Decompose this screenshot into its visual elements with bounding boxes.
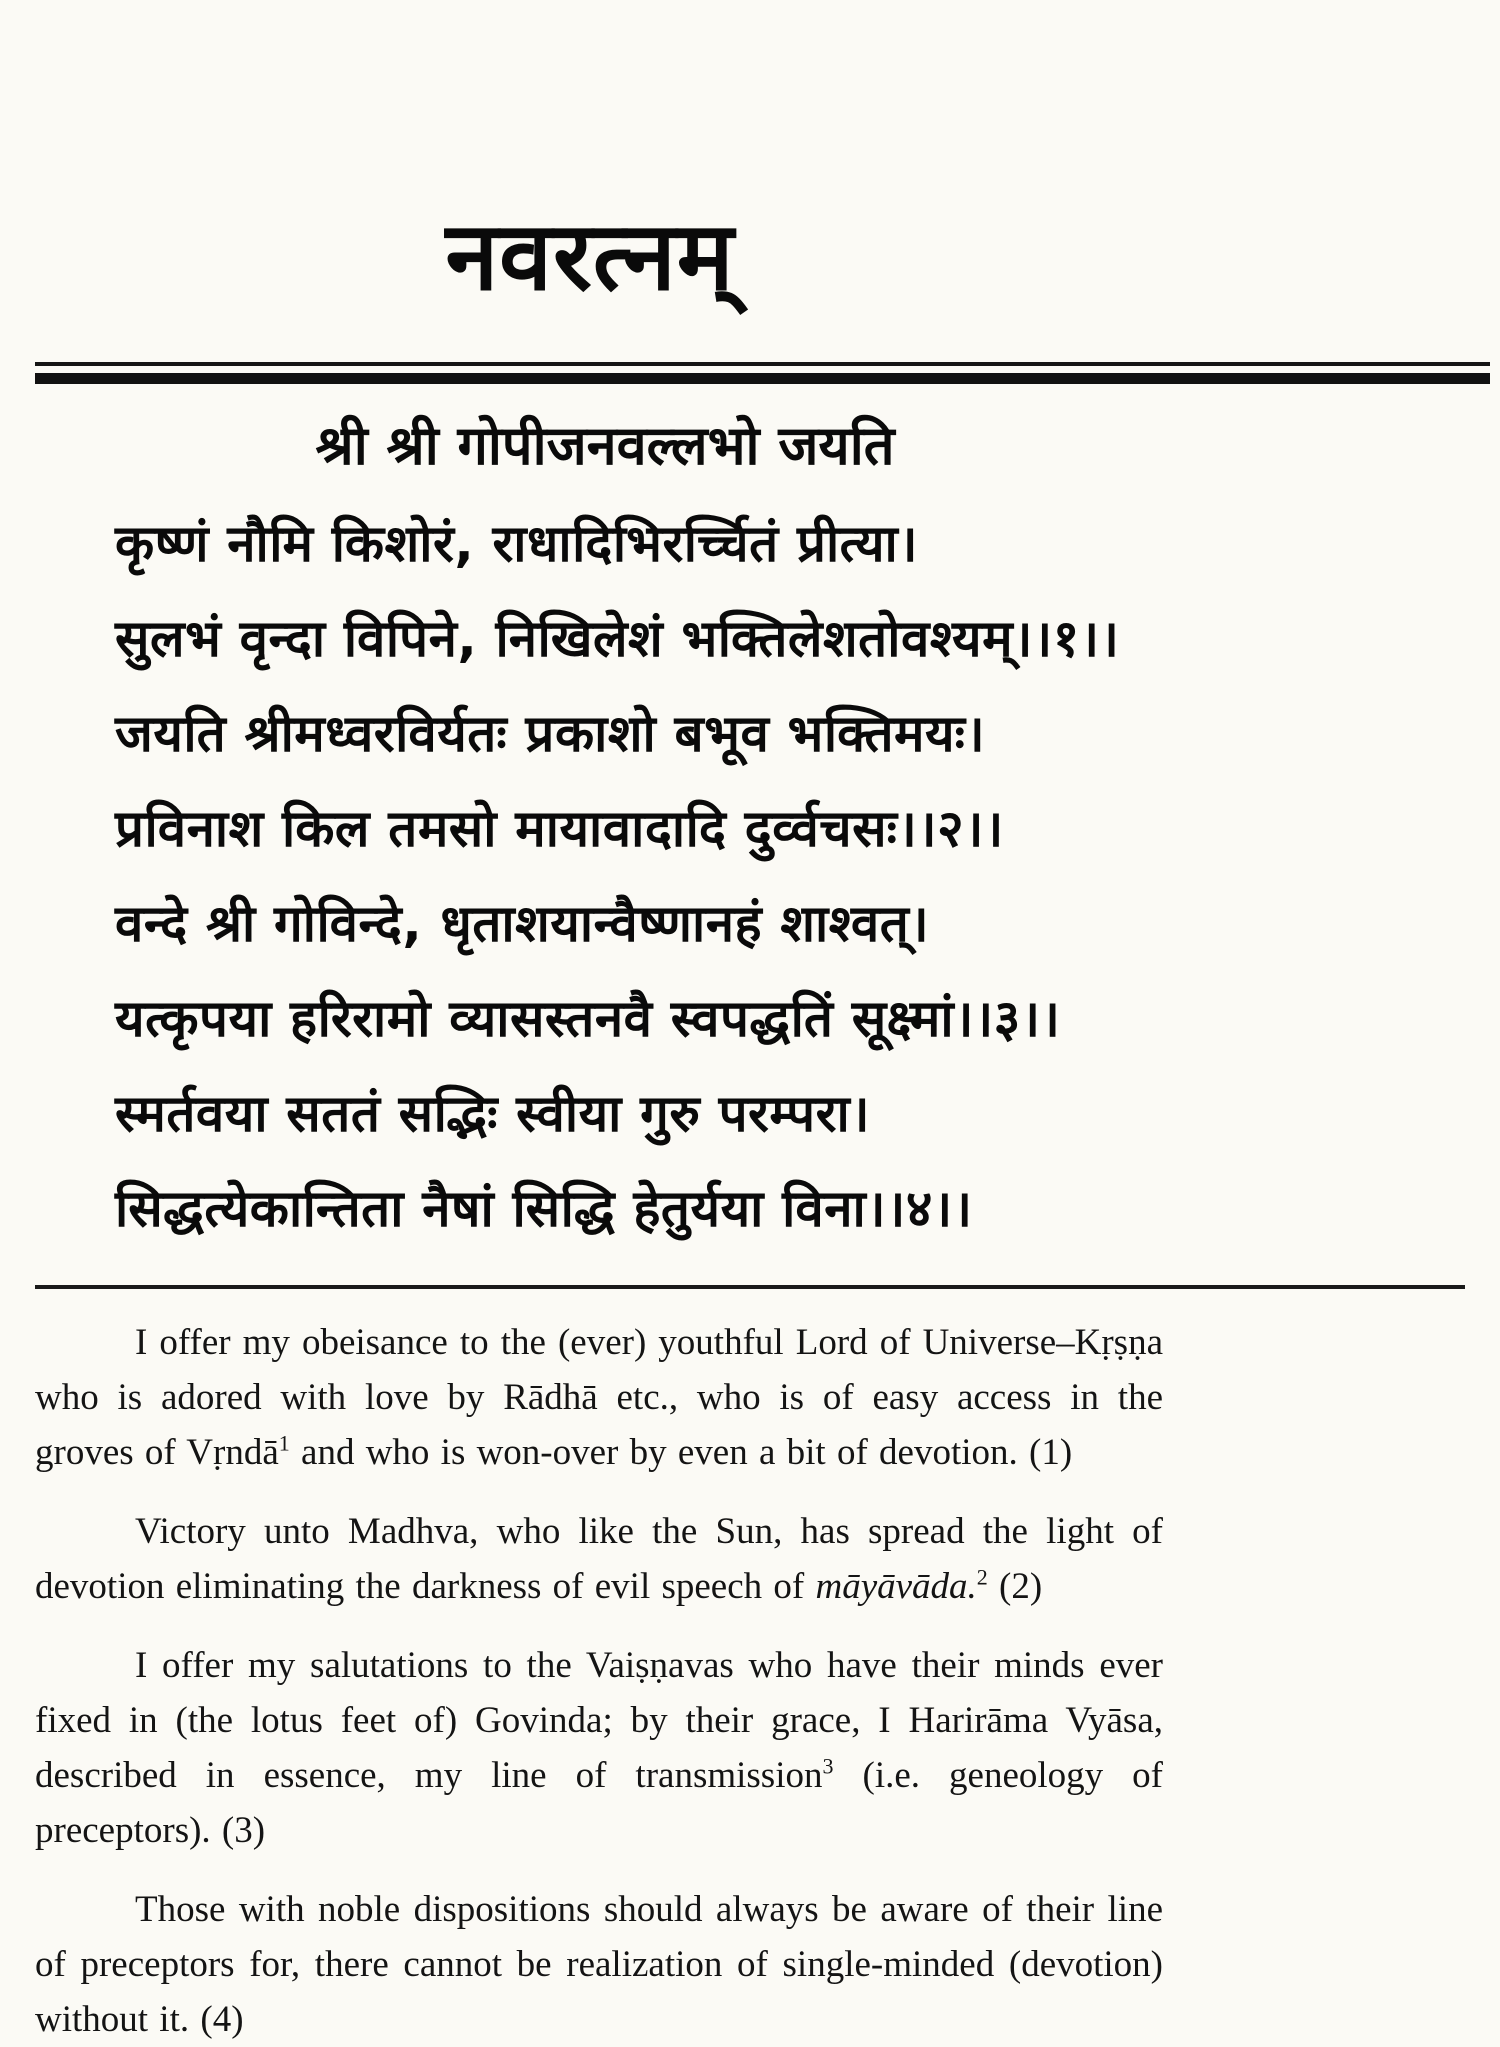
translation-1-text: I offer my obeisance to the (ever) youthful Lord of Universe–Kṛṣṇa who is adored with love by Rādhā etc., who is of easy access in the groves of Vṛndā	[35, 1322, 1163, 1473]
footnote-marker-1: 1	[278, 1430, 290, 1456]
verse-line-2: सुलभं वृन्दा विपिने, निखिलेशं भक्तिलेशतोवश्यम्।।१।।	[115, 610, 1120, 669]
section-separator-rule	[35, 1285, 1465, 1289]
translation-2-text-cont: (2)	[987, 1566, 1043, 1607]
translation-1-text-cont: and who is won-over by even a bit of devotion. (1)	[289, 1432, 1073, 1473]
translation-paragraph-3	[35, 1638, 1163, 1858]
page-title: नवरत्नम्	[445, 202, 735, 312]
separator-thick-line	[35, 373, 1490, 384]
translation-paragraph-4	[35, 1882, 1163, 2047]
footnote-marker-2: 2	[976, 1564, 988, 1590]
translation-3-text: I offer my salutations to the Vaiṣṇavas who have their minds ever fixed in (the lotus feet of) Govinda; by their grace, I Harirāma Vyāsa, described in essence, my line of transmission	[35, 1645, 1163, 1796]
translation-2-italic-term: māyāvāda.	[815, 1566, 977, 1607]
verse-line-5: वन्दे श्री गोविन्दे, धृताशयान्वैष्णानहं शाश्वत्।	[115, 895, 930, 954]
footnote-marker-3: 3	[822, 1753, 834, 1779]
invocation-line: श्री श्री गोपीजनवल्लभो जयति	[315, 413, 895, 477]
english-translation-section	[35, 1315, 1163, 2047]
verse-line-6: यत्कृपया हरिरामो व्यासस्तनवै स्वपद्धतिं सूक्ष्मां।।३।।	[115, 990, 1061, 1049]
verse-line-1: कृष्णं नौमि किशोरं, राधादिभिरर्च्चितं प्रीत्या।	[115, 515, 919, 574]
translation-paragraph-2	[35, 1504, 1163, 1614]
verse-block	[0, 497, 1165, 1257]
translation-4-text: Those with noble dispositions should always be aware of their line of preceptors for, there cannot be realization of single-minded (devotion) without it. (4)	[35, 1889, 1163, 2040]
title-separator-rule	[35, 362, 1490, 384]
translation-paragraph-1	[35, 1315, 1163, 1480]
separator-gap	[35, 366, 1490, 373]
sanskrit-verse-section	[0, 412, 1500, 1258]
verse-line-8: सिद्धत्येकान्तिता नैषां सिद्धि हेतुर्यया विना।।४।।	[115, 1180, 973, 1239]
verse-line-3: जयति श्रीमध्वरविर्यतः प्रकाशो बभूव भक्तिमयः।	[115, 705, 986, 764]
verse-line-7: स्मर्तवया सततं सद्भिः स्वीया गुरु परम्परा।	[115, 1085, 871, 1144]
translation-3-text-cont: (i.e. geneology of preceptors). (3)	[35, 1755, 1163, 1851]
verse-line-4: प्रविनाश किल तमसो मायावादादि दुर्व्वचसः।।२।।	[115, 800, 1004, 859]
translation-2-text: Victory unto Madhva, who like the Sun, has spread the light of devotion eliminating the darkness of evil speech of	[35, 1511, 1163, 1607]
